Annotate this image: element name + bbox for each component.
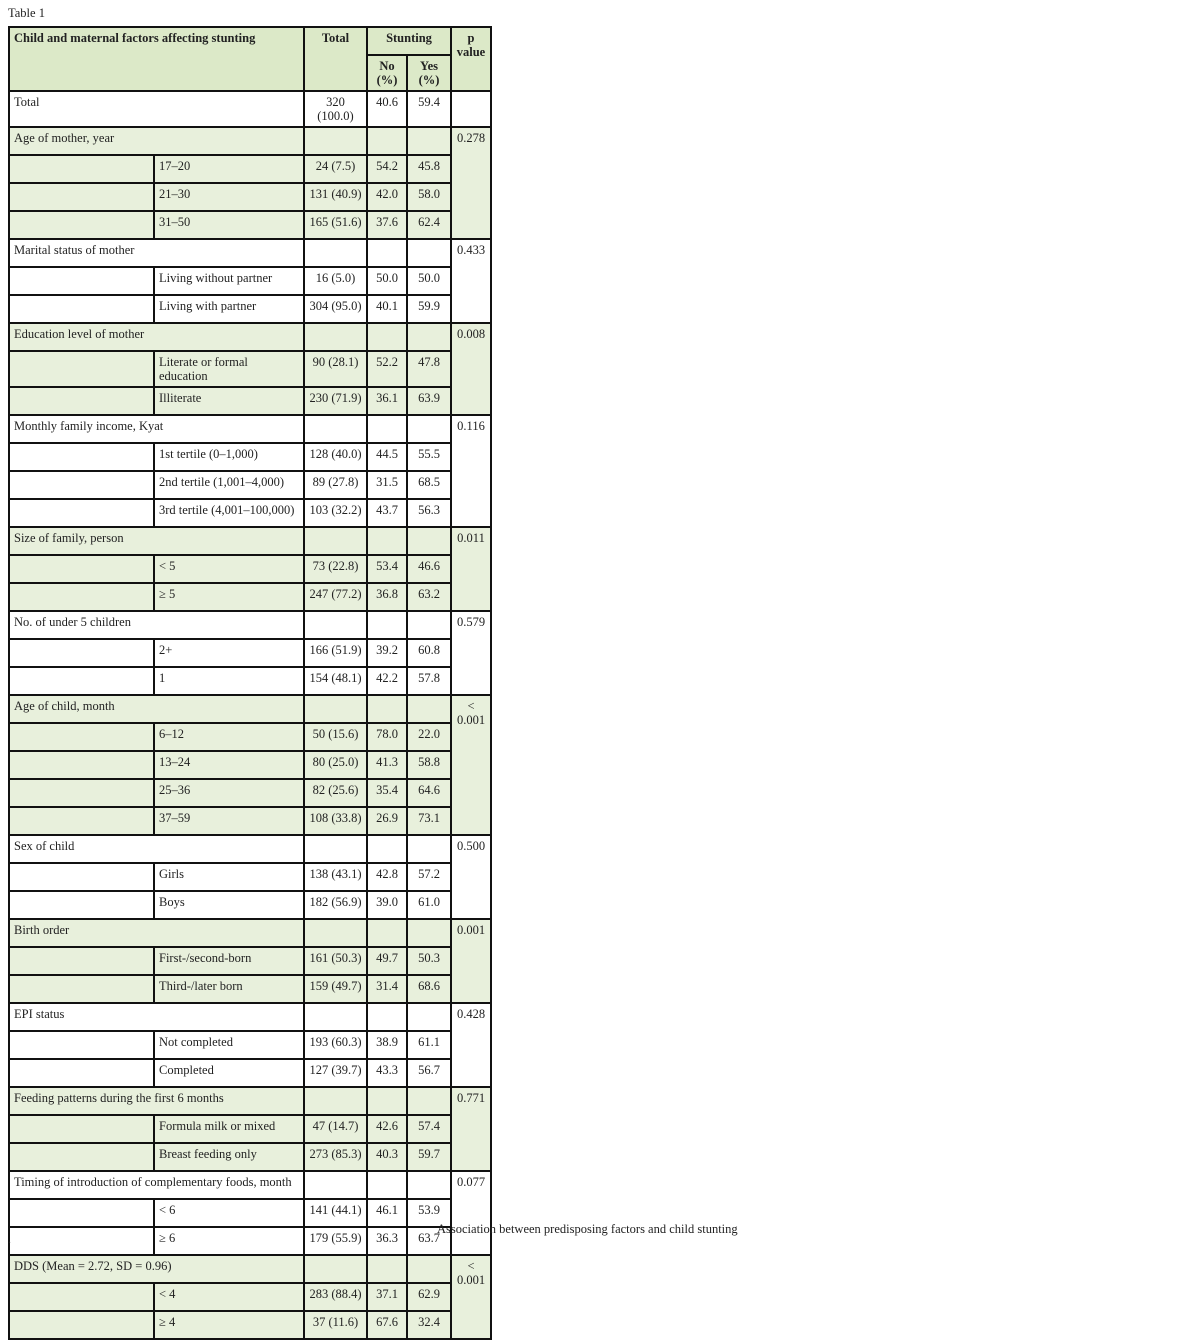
row-label: Living without partner	[154, 267, 304, 295]
row-yes: 56.7	[407, 1059, 451, 1087]
row-no: 42.0	[367, 183, 407, 211]
group-p-value: 0.579	[451, 611, 491, 695]
row-total: 230 (71.9)	[304, 387, 367, 415]
indent-cell	[9, 183, 154, 211]
row-no: 42.8	[367, 863, 407, 891]
row-no: 53.4	[367, 555, 407, 583]
table-row	[9, 863, 491, 891]
row-yes: 60.8	[407, 639, 451, 667]
row-no: 36.1	[367, 387, 407, 415]
row-yes: 73.1	[407, 807, 451, 835]
row-yes: 68.6	[407, 975, 451, 1003]
group-label: No. of under 5 children	[9, 611, 304, 639]
group-yes-empty	[407, 1255, 451, 1283]
group-header-row	[9, 835, 491, 863]
group-no-empty	[367, 527, 407, 555]
row-label: 31–50	[154, 211, 304, 239]
group-yes-empty	[407, 1171, 451, 1199]
row-yes: 57.8	[407, 667, 451, 695]
header-factor: Child and maternal factors affecting stunting	[9, 27, 304, 91]
row-no: 26.9	[367, 807, 407, 835]
stunting-table	[8, 26, 492, 1340]
indent-cell	[9, 1199, 154, 1227]
row-no: 42.2	[367, 667, 407, 695]
group-label: Sex of child	[9, 835, 304, 863]
group-label: Monthly family income, Kyat	[9, 415, 304, 443]
row-total: 131 (40.9)	[304, 183, 367, 211]
table-row	[9, 667, 491, 695]
group-no-empty	[367, 1171, 407, 1199]
row-label: < 6	[154, 1199, 304, 1227]
table-row	[9, 1115, 491, 1143]
table-row	[9, 891, 491, 919]
group-p-value: 0.001	[451, 919, 491, 1003]
row-total: 47 (14.7)	[304, 1115, 367, 1143]
group-total-empty	[304, 919, 367, 947]
group-yes-empty	[407, 127, 451, 155]
row-no: 43.7	[367, 499, 407, 527]
row-yes: 46.6	[407, 555, 451, 583]
row-no: 35.4	[367, 779, 407, 807]
indent-cell	[9, 351, 154, 387]
total-row	[9, 91, 491, 127]
row-total: 182 (56.9)	[304, 891, 367, 919]
group-header-row	[9, 323, 491, 351]
table-row	[9, 1143, 491, 1171]
group-p-value: < 0.001	[451, 695, 491, 835]
header-stunting: Stunting	[367, 27, 451, 55]
indent-cell	[9, 1115, 154, 1143]
table-row	[9, 555, 491, 583]
row-yes: 53.9	[407, 1199, 451, 1227]
row-total: 127 (39.7)	[304, 1059, 367, 1087]
group-label: Education level of mother	[9, 323, 304, 351]
group-p-value: 0.116	[451, 415, 491, 527]
row-total: 161 (50.3)	[304, 947, 367, 975]
indent-cell	[9, 555, 154, 583]
footer-mark: .	[8, 1232, 11, 1246]
group-total-empty	[304, 695, 367, 723]
row-no: 40.3	[367, 1143, 407, 1171]
row-no: 43.3	[367, 1059, 407, 1087]
indent-cell	[9, 1227, 154, 1255]
row-label: 13–24	[154, 751, 304, 779]
table-row	[9, 183, 491, 211]
table-row	[9, 295, 491, 323]
group-total-empty	[304, 835, 367, 863]
table-row	[9, 639, 491, 667]
group-header-row	[9, 1255, 491, 1283]
group-yes-empty	[407, 323, 451, 351]
row-yes: 64.6	[407, 779, 451, 807]
table-body	[9, 91, 491, 1339]
row-total: 82 (25.6)	[304, 779, 367, 807]
group-header-row	[9, 239, 491, 267]
row-label: Girls	[154, 863, 304, 891]
table-row	[9, 947, 491, 975]
group-total-empty	[304, 611, 367, 639]
row-label: < 4	[154, 1283, 304, 1311]
row-yes: 61.0	[407, 891, 451, 919]
group-label: DDS (Mean = 2.72, SD = 0.96)	[9, 1255, 304, 1283]
table-row	[9, 499, 491, 527]
row-yes: 58.0	[407, 183, 451, 211]
row-yes: 68.5	[407, 471, 451, 499]
group-header-row	[9, 919, 491, 947]
row-yes: 62.4	[407, 211, 451, 239]
row-label: < 5	[154, 555, 304, 583]
indent-cell	[9, 1311, 154, 1339]
group-no-empty	[367, 835, 407, 863]
row-total: 89 (27.8)	[304, 471, 367, 499]
group-total-empty	[304, 527, 367, 555]
row-total: 90 (28.1)	[304, 351, 367, 387]
group-yes-empty	[407, 1003, 451, 1031]
row-label: Illiterate	[154, 387, 304, 415]
table-row	[9, 387, 491, 415]
row-total: 304 (95.0)	[304, 295, 367, 323]
table-row	[9, 211, 491, 239]
group-yes-empty	[407, 611, 451, 639]
row-total: 283 (88.4)	[304, 1283, 367, 1311]
indent-cell	[9, 863, 154, 891]
indent-cell	[9, 443, 154, 471]
group-p-value: < 0.001	[451, 1255, 491, 1339]
row-label: ≥ 6	[154, 1227, 304, 1255]
row-no: 49.7	[367, 947, 407, 975]
row-yes: 47.8	[407, 351, 451, 387]
indent-cell	[9, 779, 154, 807]
row-no: 36.3	[367, 1227, 407, 1255]
row-no: 78.0	[367, 723, 407, 751]
row-total: 273 (85.3)	[304, 1143, 367, 1171]
total-row-label: Total	[9, 91, 304, 127]
row-no: 37.6	[367, 211, 407, 239]
group-no-empty	[367, 239, 407, 267]
indent-cell	[9, 639, 154, 667]
row-no: 39.0	[367, 891, 407, 919]
group-p-value: 0.500	[451, 835, 491, 919]
group-label: Size of family, person	[9, 527, 304, 555]
group-total-empty	[304, 1171, 367, 1199]
indent-cell	[9, 807, 154, 835]
row-yes: 22.0	[407, 723, 451, 751]
indent-cell	[9, 387, 154, 415]
header-total: Total	[304, 27, 367, 91]
row-label: Not completed	[154, 1031, 304, 1059]
row-total: 179 (55.9)	[304, 1227, 367, 1255]
group-p-value: 0.278	[451, 127, 491, 239]
group-total-empty	[304, 415, 367, 443]
group-no-empty	[367, 611, 407, 639]
group-p-value: 0.011	[451, 527, 491, 611]
group-no-empty	[367, 415, 407, 443]
group-header-row	[9, 415, 491, 443]
row-label: ≥ 5	[154, 583, 304, 611]
row-yes: 59.7	[407, 1143, 451, 1171]
indent-cell	[9, 267, 154, 295]
row-label: 21–30	[154, 183, 304, 211]
table-row	[9, 155, 491, 183]
total-row-no: 40.6	[367, 91, 407, 127]
group-yes-empty	[407, 527, 451, 555]
indent-cell	[9, 975, 154, 1003]
group-yes-empty	[407, 239, 451, 267]
total-row-total: 320 (100.0)	[304, 91, 367, 127]
table-row	[9, 807, 491, 835]
group-no-empty	[367, 127, 407, 155]
group-header-row	[9, 127, 491, 155]
row-total: 16 (5.0)	[304, 267, 367, 295]
group-no-empty	[367, 1087, 407, 1115]
row-yes: 45.8	[407, 155, 451, 183]
table-row	[9, 975, 491, 1003]
row-total: 24 (7.5)	[304, 155, 367, 183]
group-total-empty	[304, 127, 367, 155]
row-yes: 58.8	[407, 751, 451, 779]
table-row	[9, 443, 491, 471]
row-total: 80 (25.0)	[304, 751, 367, 779]
row-label: Breast feeding only	[154, 1143, 304, 1171]
group-total-empty	[304, 1003, 367, 1031]
total-row-p	[451, 91, 491, 127]
row-total: 108 (33.8)	[304, 807, 367, 835]
row-total: 128 (40.0)	[304, 443, 367, 471]
indent-cell	[9, 1143, 154, 1171]
header-yes: Yes (%)	[407, 55, 451, 91]
row-total: 166 (51.9)	[304, 639, 367, 667]
indent-cell	[9, 471, 154, 499]
group-header-row	[9, 1087, 491, 1115]
row-no: 36.8	[367, 583, 407, 611]
row-total: 50 (15.6)	[304, 723, 367, 751]
row-no: 39.2	[367, 639, 407, 667]
group-p-value: 0.433	[451, 239, 491, 323]
indent-cell	[9, 1031, 154, 1059]
group-total-empty	[304, 239, 367, 267]
table-row	[9, 723, 491, 751]
row-yes: 56.3	[407, 499, 451, 527]
row-total: 154 (48.1)	[304, 667, 367, 695]
table-row	[9, 1283, 491, 1311]
table-row	[9, 267, 491, 295]
group-p-value: 0.771	[451, 1087, 491, 1171]
row-total: 159 (49.7)	[304, 975, 367, 1003]
indent-cell	[9, 667, 154, 695]
row-yes: 63.7	[407, 1227, 451, 1255]
row-no: 46.1	[367, 1199, 407, 1227]
total-row-yes: 59.4	[407, 91, 451, 127]
indent-cell	[9, 155, 154, 183]
indent-cell	[9, 723, 154, 751]
row-no: 41.3	[367, 751, 407, 779]
table-row	[9, 779, 491, 807]
group-no-empty	[367, 1255, 407, 1283]
row-no: 44.5	[367, 443, 407, 471]
row-total: 141 (44.1)	[304, 1199, 367, 1227]
group-label: Age of mother, year	[9, 127, 304, 155]
group-label: Timing of introduction of complementary foods, month	[9, 1171, 304, 1199]
group-header-row	[9, 611, 491, 639]
row-total: 103 (32.2)	[304, 499, 367, 527]
row-total: 138 (43.1)	[304, 863, 367, 891]
row-label: First-/second-born	[154, 947, 304, 975]
indent-cell	[9, 947, 154, 975]
row-yes: 57.4	[407, 1115, 451, 1143]
group-no-empty	[367, 695, 407, 723]
row-yes: 32.4	[407, 1311, 451, 1339]
table-row	[9, 583, 491, 611]
indent-cell	[9, 1059, 154, 1087]
row-label: Literate or formal education	[154, 351, 304, 387]
header-p-value: p value	[451, 27, 491, 91]
row-label: 1	[154, 667, 304, 695]
row-total: 193 (60.3)	[304, 1031, 367, 1059]
indent-cell	[9, 295, 154, 323]
indent-cell	[9, 751, 154, 779]
group-total-empty	[304, 1087, 367, 1115]
group-label: Age of child, month	[9, 695, 304, 723]
group-p-value: 0.077	[451, 1171, 491, 1255]
row-total: 247 (77.2)	[304, 583, 367, 611]
row-no: 54.2	[367, 155, 407, 183]
indent-cell	[9, 499, 154, 527]
row-no: 37.1	[367, 1283, 407, 1311]
group-total-empty	[304, 323, 367, 351]
table-row	[9, 351, 491, 387]
group-yes-empty	[407, 1087, 451, 1115]
group-label: Feeding patterns during the first 6 months	[9, 1087, 304, 1115]
group-p-value: 0.428	[451, 1003, 491, 1087]
row-label: Living with partner	[154, 295, 304, 323]
row-yes: 63.9	[407, 387, 451, 415]
group-yes-empty	[407, 919, 451, 947]
row-yes: 61.1	[407, 1031, 451, 1059]
row-label: 1st tertile (0–1,000)	[154, 443, 304, 471]
group-label: Birth order	[9, 919, 304, 947]
row-no: 52.2	[367, 351, 407, 387]
row-no: 38.9	[367, 1031, 407, 1059]
header-no: No (%)	[367, 55, 407, 91]
table-row	[9, 471, 491, 499]
table-label: Table 1	[8, 6, 45, 20]
indent-cell	[9, 583, 154, 611]
group-no-empty	[367, 919, 407, 947]
group-no-empty	[367, 323, 407, 351]
row-yes: 63.2	[407, 583, 451, 611]
row-label: 2nd tertile (1,001–4,000)	[154, 471, 304, 499]
table-caption: Association between predisposing factors and child stunting	[437, 1222, 738, 1236]
group-header-row	[9, 1171, 491, 1199]
indent-cell	[9, 891, 154, 919]
row-label: 2+	[154, 639, 304, 667]
row-yes: 57.2	[407, 863, 451, 891]
row-label: Third-/later born	[154, 975, 304, 1003]
row-label: Formula milk or mixed	[154, 1115, 304, 1143]
row-total: 165 (51.6)	[304, 211, 367, 239]
row-label: 37–59	[154, 807, 304, 835]
group-header-row	[9, 527, 491, 555]
row-no: 50.0	[367, 267, 407, 295]
row-no: 31.5	[367, 471, 407, 499]
table-row	[9, 751, 491, 779]
group-total-empty	[304, 1255, 367, 1283]
row-label: Boys	[154, 891, 304, 919]
group-label: Marital status of mother	[9, 239, 304, 267]
group-header-row	[9, 695, 491, 723]
indent-cell	[9, 211, 154, 239]
group-header-row	[9, 1003, 491, 1031]
row-label: 6–12	[154, 723, 304, 751]
group-yes-empty	[407, 695, 451, 723]
group-p-value: 0.008	[451, 323, 491, 415]
table-row	[9, 1199, 491, 1227]
row-no: 67.6	[367, 1311, 407, 1339]
row-label: 25–36	[154, 779, 304, 807]
group-label: EPI status	[9, 1003, 304, 1031]
row-yes: 50.3	[407, 947, 451, 975]
row-no: 42.6	[367, 1115, 407, 1143]
row-no: 40.1	[367, 295, 407, 323]
row-label: 17–20	[154, 155, 304, 183]
row-total: 73 (22.8)	[304, 555, 367, 583]
table-row	[9, 1031, 491, 1059]
group-yes-empty	[407, 835, 451, 863]
table-row	[9, 1311, 491, 1339]
row-label: Completed	[154, 1059, 304, 1087]
group-yes-empty	[407, 415, 451, 443]
row-yes: 55.5	[407, 443, 451, 471]
row-no: 31.4	[367, 975, 407, 1003]
indent-cell	[9, 1283, 154, 1311]
row-yes: 50.0	[407, 267, 451, 295]
row-yes: 59.9	[407, 295, 451, 323]
row-yes: 62.9	[407, 1283, 451, 1311]
row-total: 37 (11.6)	[304, 1311, 367, 1339]
row-label: 3rd tertile (4,001–100,000)	[154, 499, 304, 527]
table-row	[9, 1059, 491, 1087]
table-row	[9, 1227, 491, 1255]
row-label: ≥ 4	[154, 1311, 304, 1339]
group-no-empty	[367, 1003, 407, 1031]
